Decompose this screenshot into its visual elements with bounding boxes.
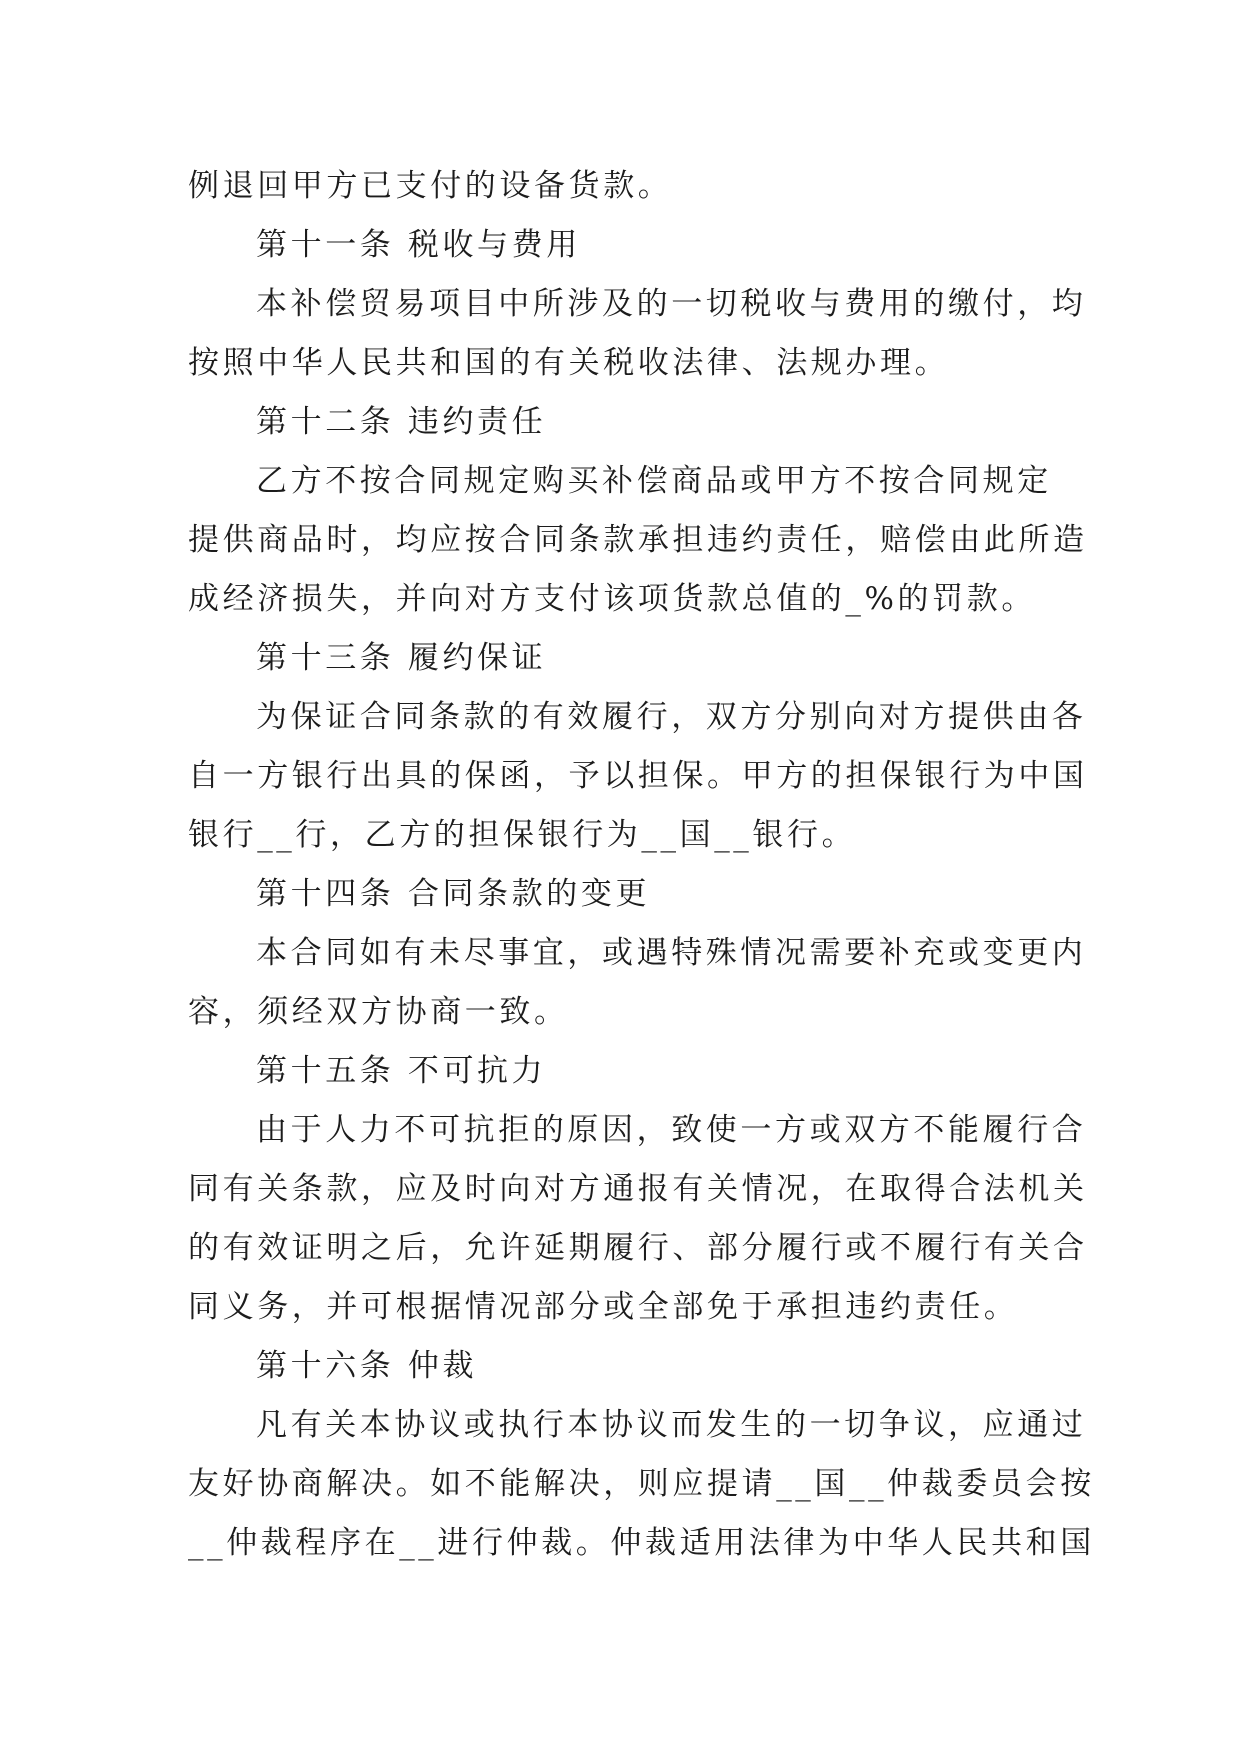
text-line: 凡有关本协议或执行本协议而发生的一切争议，应通过	[256, 1407, 1087, 1443]
text-line: 成经济损失，并向对方支付该项货款总值的_%的罚款。	[188, 581, 1036, 617]
article-heading-13: 第十三条 履约保证	[256, 640, 547, 676]
text-line: 容，须经双方协商一致。	[188, 994, 569, 1030]
article-heading-12: 第十二条 违约责任	[256, 404, 547, 440]
text-line: __仲裁程序在__进行仲裁。仲裁适用法律为中华人民共和国	[188, 1525, 1095, 1561]
text-line: 的有效证明之后，允许延期履行、部分履行或不履行有关合	[188, 1230, 1088, 1266]
text-line: 友好协商解决。如不能解决，则应提请__国__仲裁委员会按	[188, 1466, 1095, 1502]
text-line: 例退回甲方已支付的设备货款。	[188, 168, 673, 204]
article-heading-11: 第十一条 税收与费用	[256, 227, 581, 263]
text-line: 由于人力不可抗拒的原因，致使一方或双方不能履行合	[256, 1112, 1087, 1148]
text-line: 本合同如有未尽事宜，或遇特殊情况需要补充或变更内	[256, 935, 1087, 971]
text-line: 为保证合同条款的有效履行，双方分别向对方提供由各	[256, 699, 1087, 735]
document-body	[188, 157, 1095, 1573]
text-line: 本补偿贸易项目中所涉及的一切税收与费用的缴付，均	[256, 286, 1087, 322]
text-line: 提供商品时，均应按合同条款承担违约责任，赔偿由此所造	[188, 522, 1088, 558]
text-line: 乙方不按合同规定购买补偿商品或甲方不按合同规定	[256, 463, 1052, 499]
text-line: 同义务，并可根据情况部分或全部免于承担违约责任。	[188, 1289, 1019, 1325]
article-heading-14: 第十四条 合同条款的变更	[256, 876, 651, 912]
article-heading-16: 第十六条 仲裁	[256, 1348, 478, 1384]
text-line: 按照中华人民共和国的有关税收法律、法规办理。	[188, 345, 950, 381]
text-line: 银行__行，乙方的担保银行为__国__银行。	[188, 817, 857, 853]
text-line: 同有关条款，应及时向对方通报有关情况，在取得合法机关	[188, 1171, 1088, 1207]
article-heading-15: 第十五条 不可抗力	[256, 1053, 547, 1089]
text-line: 自一方银行出具的保函，予以担保。甲方的担保银行为中国	[188, 758, 1088, 794]
